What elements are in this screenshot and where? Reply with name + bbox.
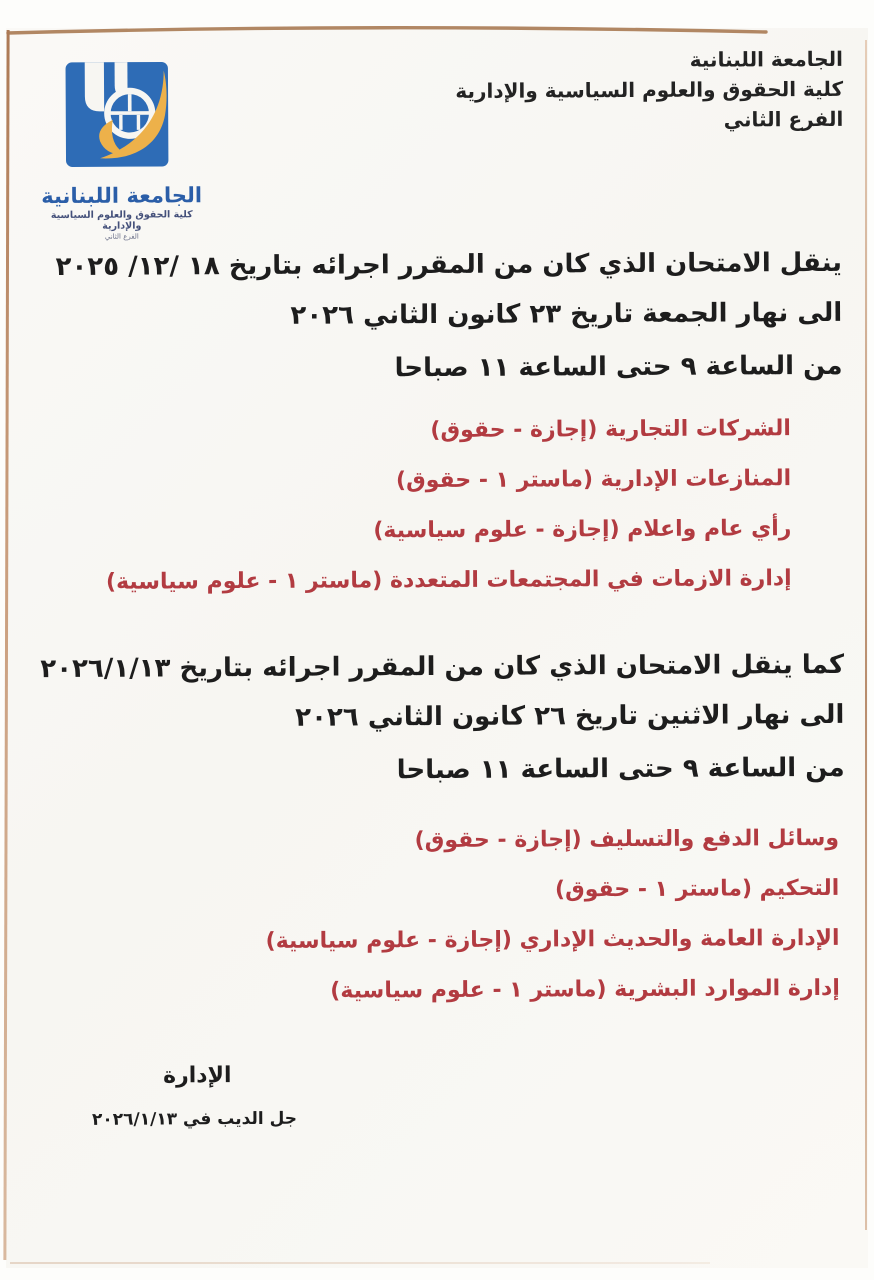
notice-1-line-1: ينقل الامتحان الذي كان من المقرر اجرائه بتاريخ ١٨ /١٢/ ٢٠٢٥ (55, 247, 843, 282)
course-item: المنازعات الإدارية (ماستر ١ - حقوق) (395, 466, 792, 494)
notice-1-line-2: الى نهار الجمعة تاريخ ٢٣ كانون الثاني ٢٠٢٦ (290, 297, 843, 331)
signature-administration: الإدارة (163, 1063, 232, 1089)
course-item: الشركات التجارية (إجازة - حقوق) (430, 416, 791, 444)
logo-faculty-line: كلية الحقوق والعلوم السياسية والإدارية (50, 209, 193, 232)
notice-2-course-list (265, 814, 840, 1017)
course-item: الإدارة العامة والحديث الإداري (إجازة - علوم سياسية) (265, 925, 840, 954)
notice-1-time: من الساعة ٩ حتى الساعة ١١ صباحا (394, 350, 843, 384)
course-item: إدارة الموارد البشرية (ماستر ١ - علوم سياسية) (330, 975, 840, 1004)
notice-1-course-list (105, 404, 792, 608)
notice-2 (40, 640, 845, 797)
letterhead-text (455, 44, 843, 136)
lebanese-university-emblem-icon (57, 53, 186, 182)
notice-1 (55, 238, 842, 395)
logo-wordmark: الجامعة اللبنانية (41, 183, 203, 209)
logo-branch-line: الفرع الثاني (104, 232, 139, 241)
notice-2-line-2: الى نهار الاثنين تاريخ ٢٦ كانون الثاني ٢٠٢٦ (295, 699, 845, 733)
course-item: إدارة الازمات في المجتمعات المتعددة (ماستر ١ - علوم سياسية) (105, 566, 792, 595)
course-item: التحكيم (ماستر ١ - حقوق) (554, 875, 840, 903)
branch-name: الفرع الثاني (723, 106, 844, 132)
faculty-name: كلية الحقوق والعلوم السياسية والإدارية (455, 76, 844, 103)
place-and-date: جل الديب في ٢٠٢٦/١/١٣ (91, 1108, 298, 1130)
notice-2-time: من الساعة ٩ حتى الساعة ١١ صباحا (396, 752, 845, 786)
university-logo (33, 53, 210, 241)
org-name: الجامعة اللبنانية (689, 46, 844, 72)
notice-2-line-1: كما ينقل الامتحان الذي كان من المقرر اجرائه بتاريخ ٢٠٢٦/١/١٣ (40, 649, 845, 685)
course-item: رأي عام واعلام (إجازة - علوم سياسية) (373, 516, 792, 544)
course-item: وسائل الدفع والتسليف (إجازة - حقوق) (414, 825, 840, 854)
